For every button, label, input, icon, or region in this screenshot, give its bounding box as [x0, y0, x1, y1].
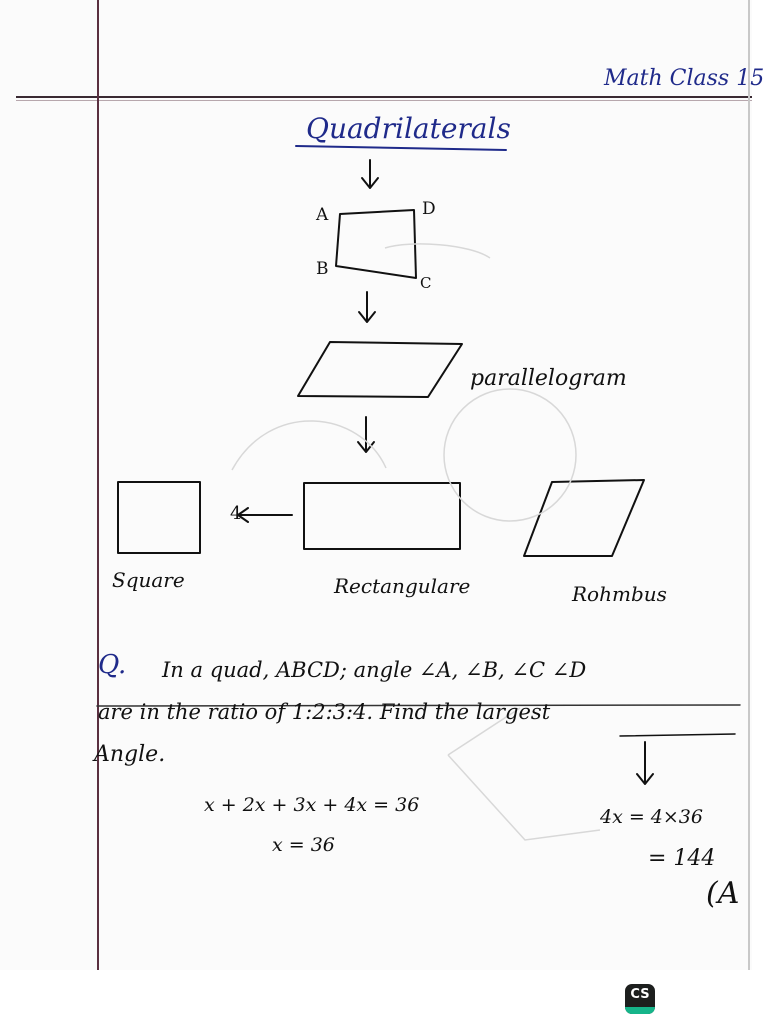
arrow-down-4	[637, 742, 653, 784]
equation-result: = 144	[648, 846, 716, 871]
square-shape	[118, 482, 200, 553]
arrow-left	[238, 508, 292, 522]
vertex-label-d: D	[422, 199, 436, 219]
camscanner-logo	[625, 984, 655, 1014]
parallelogram-shape	[298, 342, 462, 397]
equation-x: x = 36	[272, 834, 335, 856]
logo-strip	[625, 1007, 655, 1014]
arrow-label: 4	[230, 503, 242, 524]
rhombus-shape	[524, 480, 644, 556]
vertex-label-b: B	[316, 259, 329, 279]
rectangle-shape	[304, 483, 460, 549]
arrow-down-1	[362, 160, 378, 188]
equation-sum: x + 2x + 3x + 4x = 36	[204, 794, 420, 816]
square-label: Square	[112, 568, 185, 592]
question-prefix: Q.	[98, 650, 127, 680]
vertex-label-a: A	[316, 205, 329, 225]
question-line-1: In a quad, ABCD; angle ∠A, ∠B, ∠C ∠D	[162, 658, 587, 682]
page-title: Quadrilaterals	[306, 112, 511, 145]
question-line-3: Angle.	[94, 742, 166, 767]
arrow-down-2	[359, 292, 375, 322]
header-tag: Math Class 15	[604, 66, 765, 91]
question-line-2: are in the ratio of 1:2:3:4. Find the largest	[98, 700, 551, 724]
answer-fragment: (A	[706, 876, 740, 911]
largest-underline	[620, 734, 735, 736]
rhombus-label: Rohmbus	[572, 582, 667, 606]
title-underline	[296, 146, 506, 150]
equation-largest: 4x = 4×36	[600, 806, 703, 828]
parallelogram-label: parallelogram	[470, 366, 627, 391]
rectangle-label: Rectangulare	[334, 574, 471, 598]
logo-text: CS	[630, 987, 650, 1002]
vertex-label-c: C	[420, 274, 432, 292]
